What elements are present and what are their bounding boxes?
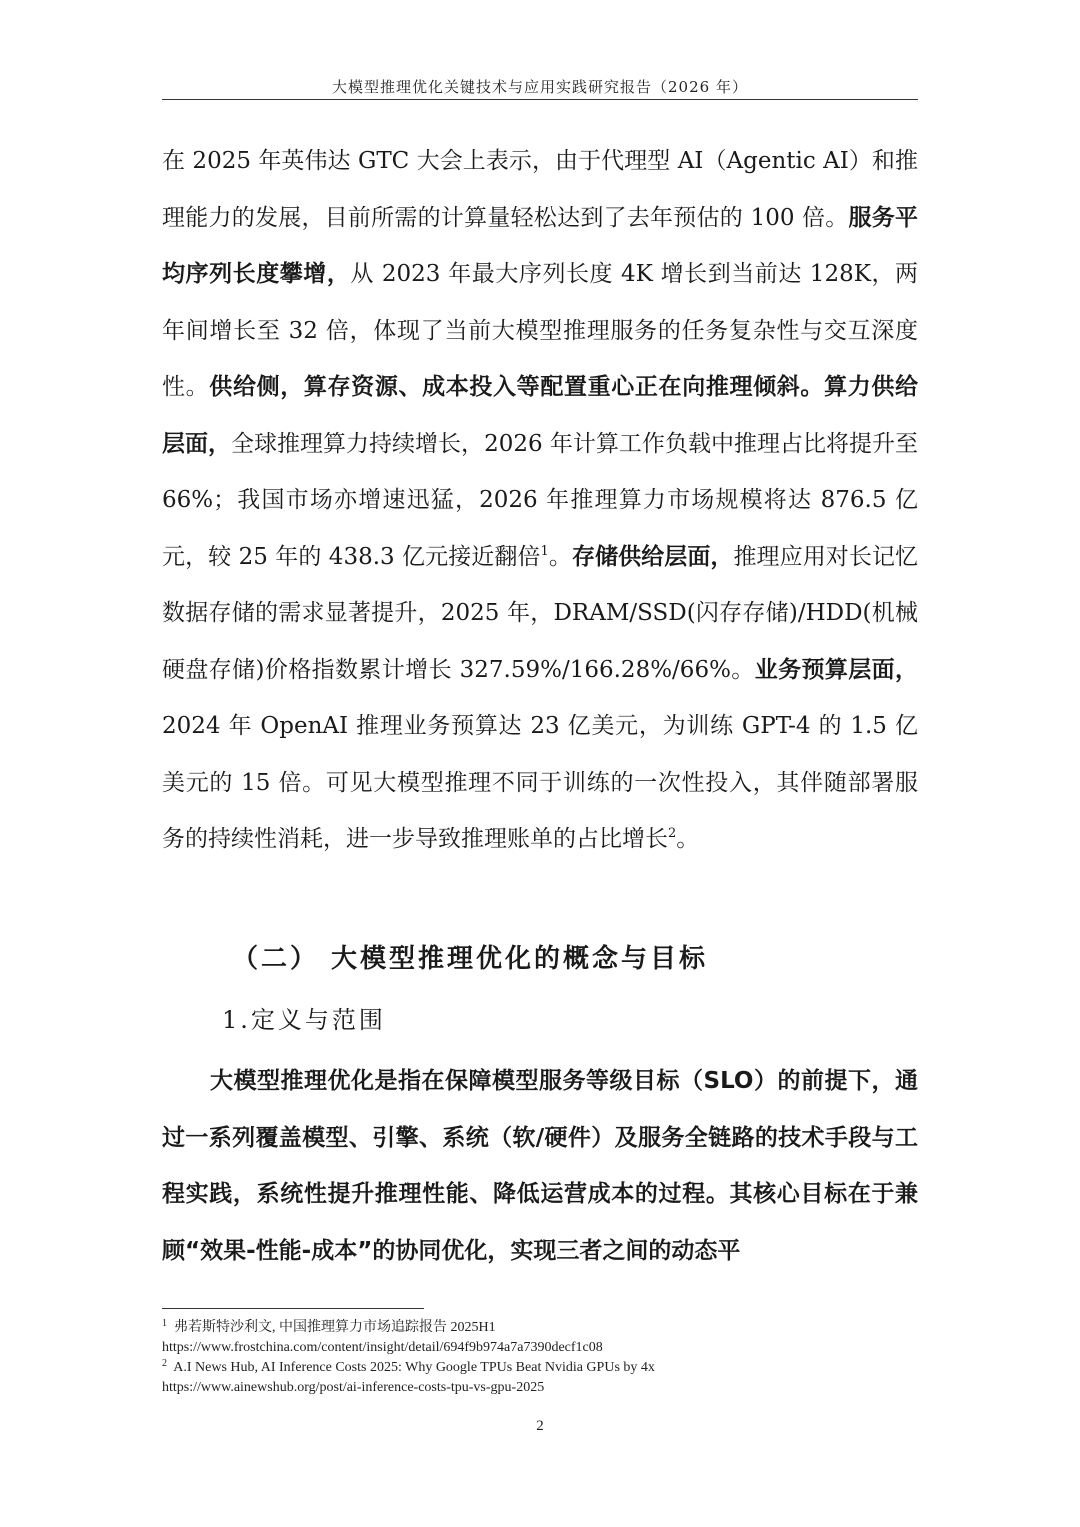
footnotes — [162, 1318, 918, 1398]
subsection-heading: 1.定义与范围 — [222, 1006, 386, 1034]
footnote-2-url[interactable]: https://www.ainewshub.org/post/ai-inference-costs-tpu-vs-gpu-2025 — [162, 1380, 545, 1395]
footnote-2-mark: 2 — [162, 1358, 167, 1369]
p1-text-5: 推理应用对长记忆数据存储的需求显著提升，2025 年，DRAM/SSD(闪存存储)/HDD(机械硬盘存储)价格指数累计增长 327.59%/166.28%/66%。 — [162, 543, 919, 683]
running-header: 大模型推理优化关键技术与应用实践研究报告（2026 年） — [332, 78, 748, 96]
section-heading: （二） 大模型推理优化的概念与目标 — [232, 944, 709, 974]
p1-bold-2: 供给侧，算存资源、成本投入等配置重心正在向推理倾斜。算力供给层面， — [162, 374, 919, 457]
p1-bold-3: 存储供给层面， — [571, 543, 734, 570]
header-divider — [162, 99, 918, 100]
footnote-divider — [162, 1308, 424, 1309]
body-text — [162, 133, 918, 868]
footnote-1-mark: 1 — [162, 1318, 167, 1329]
paragraph-1 — [162, 133, 918, 868]
p1-text-6: 2024 年 OpenAI 推理业务预算达 23 亿美元，为训练 GPT-4 的 1.5 亿美元的 15 倍。可见大模型推理不同于训练的一次性投入，其伴随部署服务的持续性消耗，进一步导致推理账单的占比增长 — [162, 713, 918, 852]
p1-bold-1: 服务平均序列长度攀增， — [162, 204, 918, 287]
footnote-2 — [162, 1358, 918, 1378]
page-number: 2 — [536, 1418, 544, 1434]
p1-text-2: 从 2023 年最大序列长度 4K 增长到当前达 128K，两年间增长至 32 倍，体现了当前大模型推理服务的任务复杂性与交互深度性。 — [162, 261, 918, 400]
footnote-ref-2[interactable]: 2 — [668, 826, 677, 841]
paragraph-2: 大模型推理优化是指在保障模型服务等级目标（SLO）的前提下，通过一系列覆盖模型、引擎、系统（软/硬件）及服务全链路的技术手段与工程实践，系统性提升推理性能、降低运营成本的过程。其核心目标在于兼顾“效果-性能-成本”的协同优化，实现三者之间的动态平 — [162, 1068, 918, 1264]
footnote-1-text: 弗若斯特沙利文, 中国推理算力市场追踪报告 2025H1 — [174, 1320, 496, 1335]
footnote-ref-1[interactable]: 1 — [540, 543, 549, 559]
footnote-2-text: A.I News Hub, AI Inference Costs 2025: Why Google TPUs Beat Nvidia GPUs by 4x — [173, 1360, 655, 1375]
footnote-1-url[interactable]: https://www.frostchina.com/content/insight/detail/694f9b974a7a7390decf1c08 — [162, 1340, 603, 1355]
p1-text-3: 全球推理算力持续增长，2026 年计算工作负载中推理占比将提升至 66%；我国市场亦增速迅猛，2026 年推理算力市场规模将达 876.5 亿元，较 25 年的 438.3 亿元接近翻倍 — [162, 430, 918, 570]
footnote-1 — [162, 1318, 918, 1338]
p1-text-7: 。 — [676, 826, 700, 852]
p1-text-1: 在 2025 年英伟达 GTC 大会上表示，由于代理型 AI（Agentic AI）和推理能力的发展，目前所需的计算量轻松达到了去年预估的 100 倍。 — [162, 148, 918, 231]
p1-text-4: 。 — [548, 543, 572, 570]
p1-bold-4: 业务预算层面， — [754, 656, 918, 683]
